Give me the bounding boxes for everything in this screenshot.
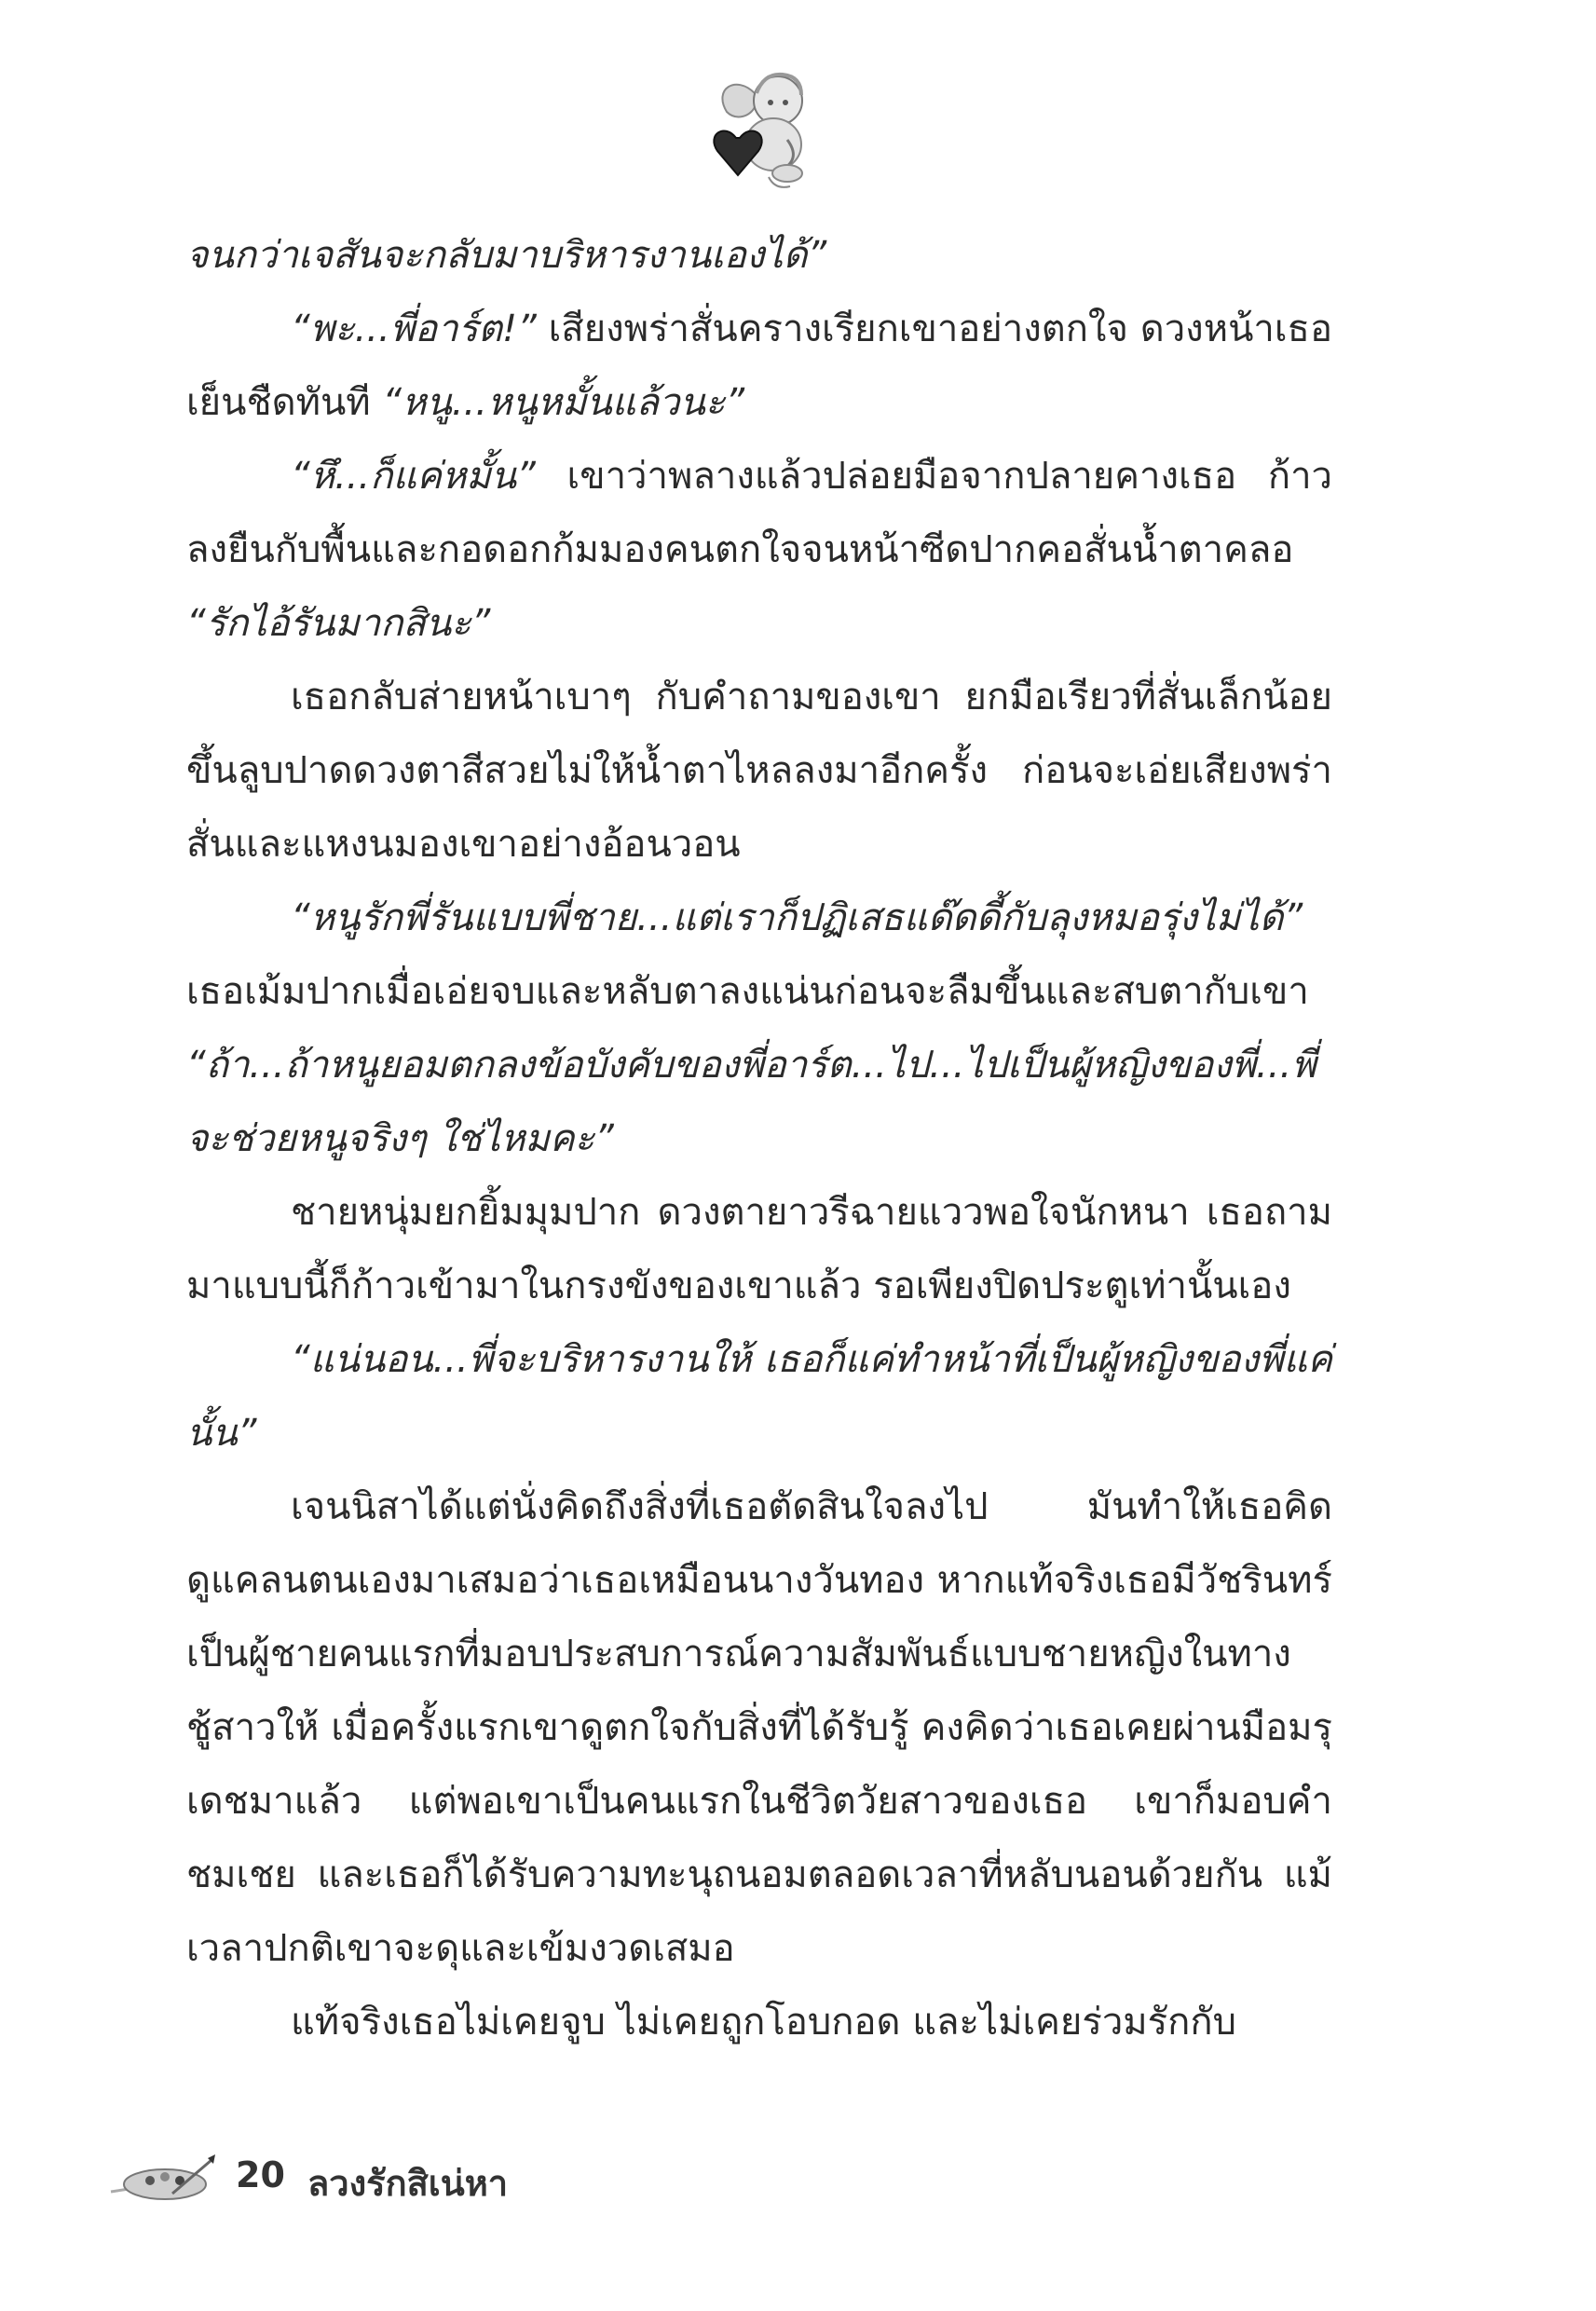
paragraph: [186, 1323, 1332, 1470]
dialogue-text: “หนูรักพี่รันแบบพี่ชาย...แต่เราก็ปฏิเสธแด๊ดดี้กับลุงหมอรุ่งไม่ได้”: [291, 896, 1303, 939]
paragraph: [186, 882, 1332, 955]
paragraph: [186, 219, 1332, 293]
page-number: 20: [236, 2154, 285, 2195]
narration-text: เธอกลับส่ายหน้าเบาๆ กับคำถามของเขา ยกมือเรียวที่สั่นเล็กน้อยขึ้นลูบปาดดวงตาสีสวยไม่ให้น้ำตาไหลลงมาอีกครั้ง ก่อนจะเอ่ยเสียงพร่าสั่นและแหงนมองเขาอย่างอ้อนวอน: [186, 676, 1332, 866]
paragraph: [186, 1986, 1332, 2059]
dialogue-text: จนกว่าเจสันจะกลับมาบริหารงานเองได้”: [186, 234, 827, 277]
narration-text: เจนนิสาได้แต่นั่งคิดถึงสิ่งที่เธอตัดสินใจลงไป มันทำให้เธอคิดดูแคลนตนเองมาเสมอว่าเธอเหมือนนางวันทอง หากแท้จริงเธอมีวัชรินทร์เป็นผู้ชายคนแรกที่มอบประสบการณ์ความสัมพันธ์แบบชายหญิงในทางชู้สาวให้ เมื่อครั้งแรกเขาดูตกใจกับสิ่งที่ได้รับรู้ คงคิดว่าเธอเคยผ่านมือมรุเดชมาแล้ว แต่พอเขาเป็นคนแรกในชีวิตวัยสาวของเธอ เขาก็มอบคำชมเชย และเธอก็ได้รับความทะนุถนอมตลอดเวลาที่หลับนอนด้วยกัน แม้เวลาปกติเขาจะดุและเข้มงวดเสมอ: [186, 1485, 1332, 1970]
paragraph: [186, 661, 1332, 882]
dialogue-text: “รักไอ้รันมากสินะ”: [186, 602, 491, 645]
dialogue-text: “ถ้า...ถ้าหนูยอมตกลงข้อบังคับของพี่อาร์ต...ไป...ไปเป็นผู้หญิงของพี่...พี่จะช่วยหนูจริงๆ ใช่ไหมคะ”: [186, 1044, 1316, 1160]
paragraph: [186, 1176, 1332, 1323]
narration-text: เธอเม้มปากเมื่อเอ่ยจบและหลับตาลงแน่นก่อนจะลืมขึ้นและสบตากับเขา: [186, 970, 1309, 1013]
dialogue-text: “พะ...พี่อาร์ต!”: [291, 308, 537, 350]
dialogue-text: “แน่นอน...พี่จะบริหารงานให้ เธอก็แค่ทำหน้าที่เป็นผู้หญิงของพี่แค่นั้น”: [186, 1338, 1332, 1455]
paragraph: [186, 955, 1332, 1176]
narration-text: เขาว่าพลางแล้วปล่อยมือจากปลายคางเธอ ก้าวลงยืนกับพื้นและกอดอกก้มมองคนตกใจจนหน้าซีดปากคอสั่นน้ำตาคลอ: [186, 455, 1332, 571]
cupid-with-heart-icon: [699, 65, 829, 196]
paragraph: [186, 1470, 1332, 1986]
paragraph: [186, 440, 1332, 661]
narration-text: แท้จริงเธอไม่เคยจูบ ไม่เคยถูกโอบกอด และไม่เคยร่วมรักกับ: [291, 2001, 1236, 2044]
chapter-body: [186, 219, 1332, 2059]
page-footer: [107, 2151, 759, 2207]
painter-palette-icon: [107, 2151, 217, 2207]
dialogue-text: “หนู...หนูหมั้นแล้วนะ”: [382, 381, 745, 424]
narration-text: ชายหนุ่มยกยิ้มมุมปาก ดวงตายาวรีฉายแววพอใจนักหนา เธอถามมาแบบนี้ก็ก้าวเข้ามาในกรงขังของเขาแล้ว รอเพียงปิดประตูเท่านั้นเอง: [186, 1191, 1332, 1307]
narration-text: เสียงพร่าสั่นครางเรียกเขาอย่างตกใจ ดวงหน้าเธอเย็นชืดทันที: [186, 308, 1332, 424]
paragraph: [186, 293, 1332, 440]
book-title: ลวงรักสิเน่หา: [307, 2163, 509, 2204]
dialogue-text: “หึ...ก็แค่หมั้น”: [291, 455, 536, 498]
